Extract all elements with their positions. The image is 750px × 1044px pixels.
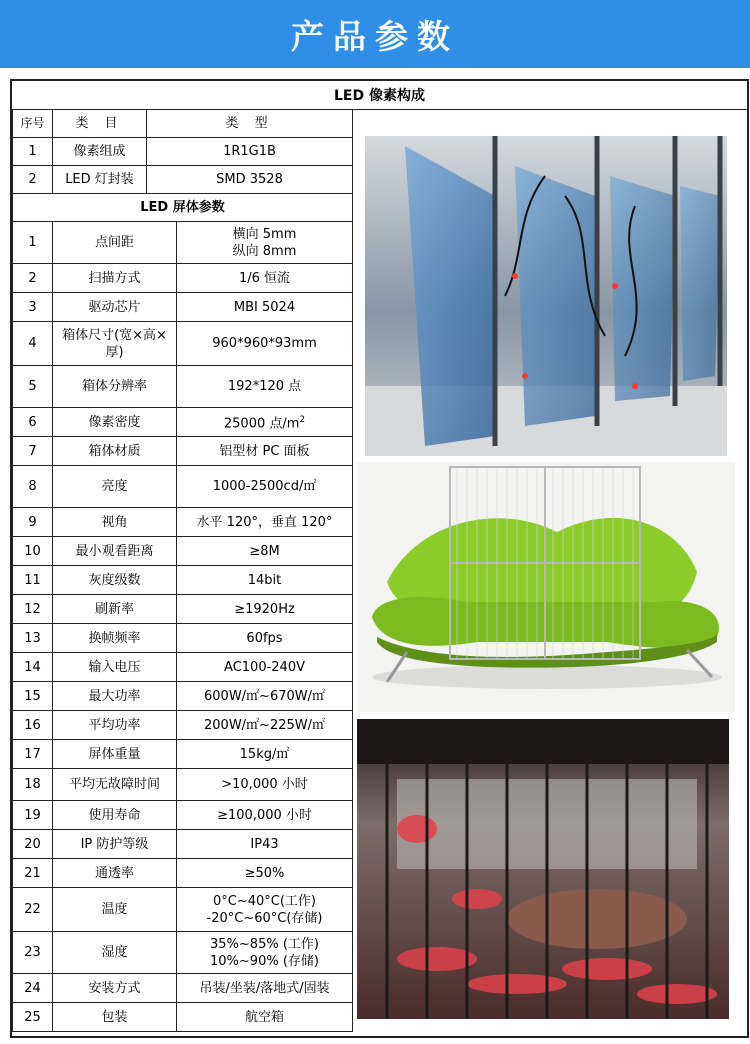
row-number: 14	[13, 653, 53, 682]
row-label-line: 灰度级数	[88, 572, 141, 588]
row-label	[53, 624, 177, 653]
row-number: 2	[13, 264, 53, 293]
row-label-line: 箱体材质	[88, 443, 141, 459]
table-row	[13, 740, 353, 769]
row-number: 4	[13, 322, 53, 366]
row-value-line: AC100-240V	[224, 659, 305, 675]
row-value-line: 纵向 8mm	[232, 243, 297, 259]
row-number: 12	[13, 595, 53, 624]
title-banner	[0, 0, 750, 68]
row-label: 像素组成	[53, 138, 147, 166]
table-row	[13, 888, 353, 932]
header-category: 类 目	[53, 110, 147, 138]
row-label	[53, 595, 177, 624]
table-row	[13, 537, 353, 566]
row-value	[177, 974, 353, 1003]
row-value	[177, 595, 353, 624]
row-value	[177, 653, 353, 682]
row-value-line: 横向 5mm	[232, 226, 297, 242]
row-value	[177, 769, 353, 801]
table-row	[13, 508, 353, 537]
product-photo-panels	[365, 136, 727, 456]
row-label-line: 最小观看距离	[75, 543, 154, 559]
page-title: 产品参数	[291, 16, 459, 56]
table-row	[13, 408, 353, 437]
row-label	[53, 437, 177, 466]
spec-table	[12, 109, 353, 1032]
table-row	[13, 166, 353, 194]
row-value	[177, 740, 353, 769]
row-label-line: 箱体尺寸(宽×高×	[62, 327, 167, 343]
row-number: 2	[13, 166, 53, 194]
row-label	[53, 1003, 177, 1032]
row-label-line: 包装	[101, 1009, 128, 1025]
row-label-line: 平均功率	[88, 717, 141, 733]
row-value-line: 35%~85% (工作)	[210, 936, 319, 952]
row-number: 21	[13, 859, 53, 888]
row-value-line: 960*960*93mm	[212, 336, 317, 351]
table-row	[13, 293, 353, 322]
row-value	[177, 682, 353, 711]
row-number: 23	[13, 932, 53, 974]
table-row	[13, 595, 353, 624]
row-number: 6	[13, 408, 53, 437]
table-row	[13, 769, 353, 801]
row-value-line: ≥1920Hz	[234, 601, 295, 617]
row-number: 3	[13, 293, 53, 322]
header-no: 序号	[13, 110, 53, 138]
row-number: 11	[13, 566, 53, 595]
product-photo-sofa	[357, 462, 735, 712]
table-row	[13, 264, 353, 293]
row-value-line: 25000 点/m	[223, 416, 300, 432]
row-value	[177, 566, 353, 595]
row-value	[177, 830, 353, 859]
row-value-line: 192*120 点	[227, 379, 302, 394]
row-label-line: 温度	[101, 902, 128, 917]
row-label-line: 使用寿命	[88, 807, 141, 823]
row-value	[177, 624, 353, 653]
section-header-screen: LED 屏体参数	[13, 194, 353, 222]
row-value	[177, 408, 353, 437]
row-label	[53, 711, 177, 740]
row-number: 19	[13, 801, 53, 830]
row-label	[53, 932, 177, 974]
table-row	[13, 801, 353, 830]
row-number: 8	[13, 466, 53, 508]
row-number: 20	[13, 830, 53, 859]
row-value	[177, 508, 353, 537]
row-label	[53, 366, 177, 408]
table-row	[13, 437, 353, 466]
product-photo-storefront	[357, 719, 729, 1019]
table-row	[13, 624, 353, 653]
row-number: 25	[13, 1003, 53, 1032]
row-label-line: IP 防护等级	[80, 836, 149, 852]
row-label	[53, 566, 177, 595]
table-row	[13, 830, 353, 859]
row-value-line: 航空箱	[245, 1009, 285, 1025]
table-row	[13, 138, 353, 166]
row-label-line: 扫描方式	[88, 270, 141, 286]
row-value-line: 14bit	[247, 572, 282, 588]
table-row	[13, 682, 353, 711]
table-header-row	[13, 110, 353, 138]
row-value-line: 10%~90% (存储)	[210, 953, 319, 969]
row-label	[53, 769, 177, 801]
table-row	[13, 322, 353, 366]
row-label	[53, 322, 177, 366]
row-number: 18	[13, 769, 53, 801]
row-value-line: 0°C~40°C(工作)	[213, 893, 317, 909]
row-number: 7	[13, 437, 53, 466]
row-label-line: 最大功率	[88, 688, 141, 704]
row-label	[53, 801, 177, 830]
row-label	[53, 293, 177, 322]
row-label	[53, 888, 177, 932]
row-value-line: 铝型材 PC 面板	[219, 443, 310, 459]
row-label-line: 刷新率	[94, 601, 134, 617]
row-label-line: 湿度	[101, 945, 128, 960]
row-label	[53, 508, 177, 537]
row-label-line: 亮度	[101, 479, 128, 494]
row-label	[53, 682, 177, 711]
row-value-line: ≥8M	[249, 543, 280, 559]
row-number: 15	[13, 682, 53, 711]
row-value	[177, 711, 353, 740]
row-label-line: 通透率	[94, 865, 134, 881]
row-value	[177, 1003, 353, 1032]
row-value-line: 200W/㎡~225W/㎡	[204, 717, 325, 733]
row-label-line: 厚)	[105, 344, 124, 360]
row-value-line: 水平 120°，垂直 120°	[196, 514, 333, 530]
row-value	[177, 888, 353, 932]
row-value-line: 600W/㎡~670W/㎡	[204, 688, 325, 704]
row-value	[177, 264, 353, 293]
row-number: 16	[13, 711, 53, 740]
row-value	[177, 859, 353, 888]
row-number: 5	[13, 366, 53, 408]
row-value	[177, 466, 353, 508]
row-label	[53, 974, 177, 1003]
row-value	[177, 537, 353, 566]
row-value-line: IP43	[250, 836, 279, 852]
row-label	[53, 222, 177, 264]
table-row	[13, 222, 353, 264]
row-label	[53, 830, 177, 859]
row-value-line: -20°C~60°C(存储)	[206, 910, 323, 926]
row-label	[53, 408, 177, 437]
row-value	[177, 932, 353, 974]
table-row	[13, 859, 353, 888]
row-label-line: 视角	[101, 514, 128, 530]
row-label	[53, 740, 177, 769]
table-row	[13, 366, 353, 408]
row-label-line: 输入电压	[88, 659, 141, 675]
row-number: 9	[13, 508, 53, 537]
row-value	[177, 366, 353, 408]
table-row	[13, 974, 353, 1003]
header-type: 类 型	[147, 110, 353, 138]
table-row	[13, 1003, 353, 1032]
row-number: 22	[13, 888, 53, 932]
row-number: 24	[13, 974, 53, 1003]
row-number: 17	[13, 740, 53, 769]
row-value	[177, 801, 353, 830]
table-row	[13, 653, 353, 682]
row-label	[53, 537, 177, 566]
row-label-line: 平均无故障时间	[68, 777, 160, 792]
row-label-line: 安装方式	[88, 980, 141, 996]
row-label-line: 点间距	[94, 235, 134, 250]
row-label	[53, 466, 177, 508]
table-row	[13, 932, 353, 974]
row-value	[177, 222, 353, 264]
row-label-line: 屏体重量	[88, 746, 141, 762]
row-value: 1R1G1B	[147, 138, 353, 166]
table-row	[13, 566, 353, 595]
row-value	[177, 322, 353, 366]
row-value-superscript: 2	[299, 414, 306, 425]
row-label-line: 换帧频率	[88, 630, 141, 646]
row-value	[177, 437, 353, 466]
row-value	[177, 293, 353, 322]
row-value-line: 1/6 恒流	[238, 270, 291, 286]
row-label	[53, 859, 177, 888]
table-row	[13, 466, 353, 508]
row-value-line: ≥100,000 小时	[217, 807, 312, 823]
row-number: 1	[13, 222, 53, 264]
row-label	[53, 264, 177, 293]
row-value-line: >10,000 小时	[221, 777, 308, 792]
row-value-line: 吊装/坐装/落地式/固装	[199, 980, 330, 996]
row-label-line: 驱动芯片	[88, 299, 141, 315]
row-value-line: ≥50%	[244, 865, 285, 881]
spec-frame	[10, 79, 749, 1038]
row-label: LED 灯封装	[53, 166, 147, 194]
table-row	[13, 711, 353, 740]
row-label-line: 箱体分辨率	[81, 379, 147, 394]
row-value-line: 60fps	[246, 630, 283, 646]
section-header-pixel: LED 像素构成	[12, 81, 747, 110]
row-label-line: 像素密度	[88, 414, 141, 430]
row-number: 10	[13, 537, 53, 566]
row-value-line: 15kg/㎡	[239, 746, 290, 762]
row-label	[53, 653, 177, 682]
row-value-line: 1000-2500cd/㎡	[212, 479, 317, 494]
row-value: SMD 3528	[147, 166, 353, 194]
row-value-line: MBI 5024	[233, 299, 296, 315]
row-number: 1	[13, 138, 53, 166]
row-number: 13	[13, 624, 53, 653]
